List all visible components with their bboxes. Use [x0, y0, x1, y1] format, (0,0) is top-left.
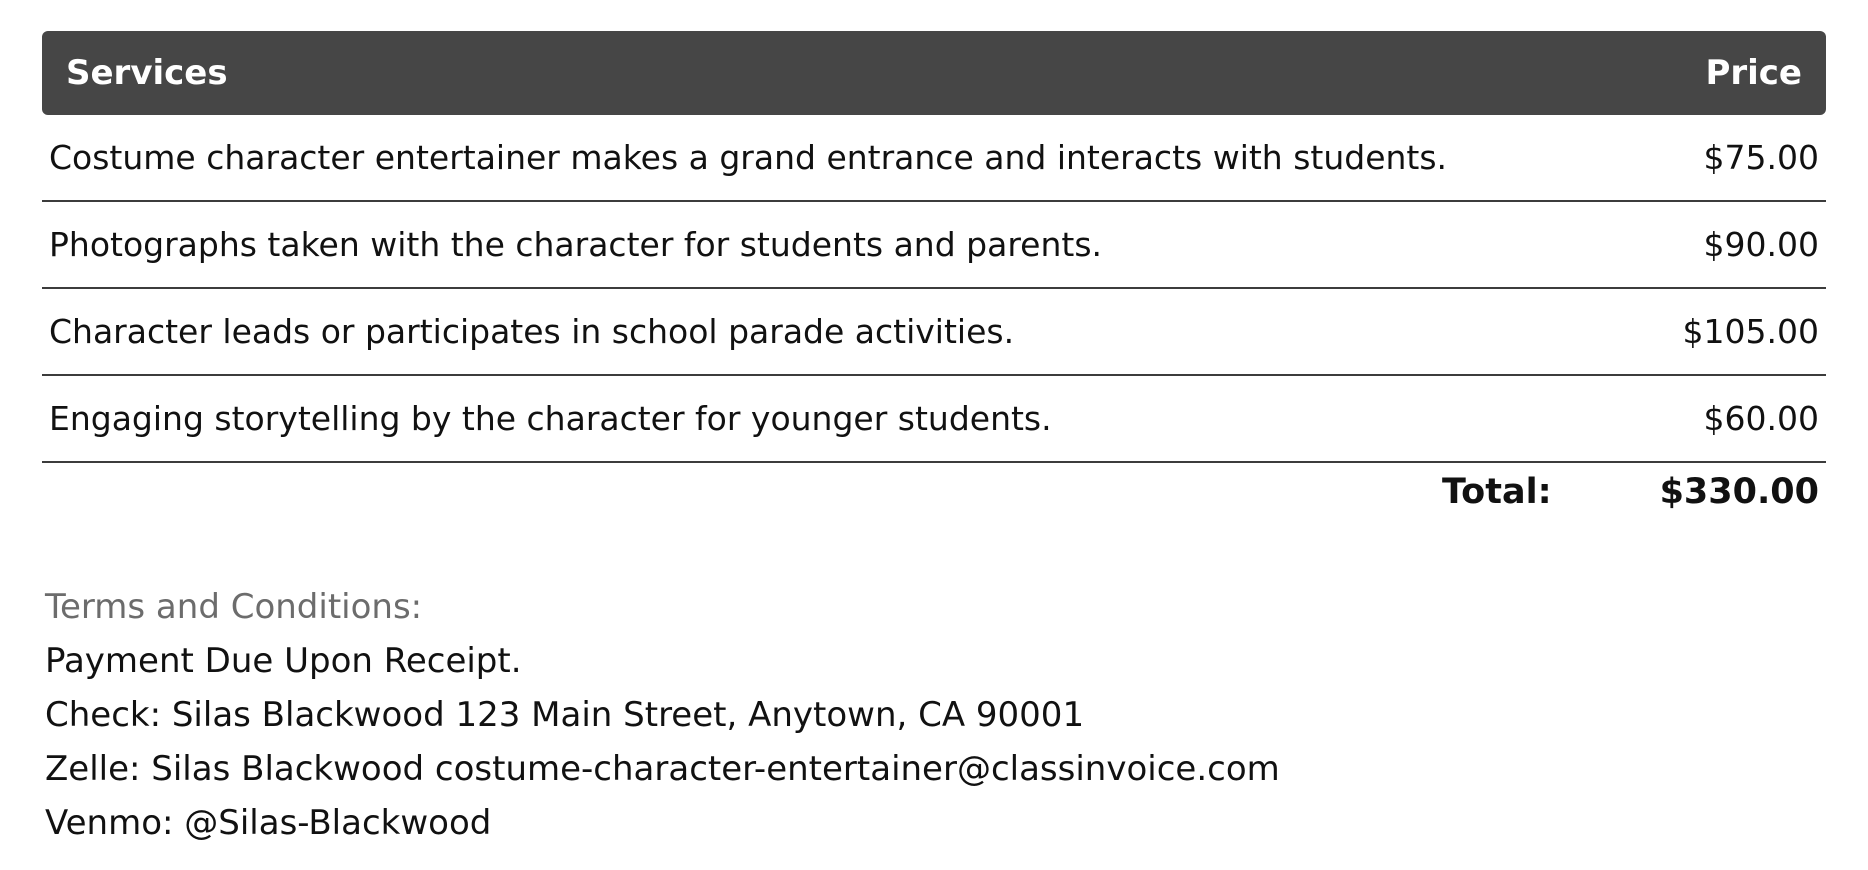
service-price: $90.00 — [1703, 225, 1819, 264]
services-column-header: Services — [66, 53, 228, 93]
terms-section — [45, 580, 1280, 850]
table-row — [42, 202, 1826, 289]
service-description: Character leads or participates in school parade activities. — [49, 312, 1015, 351]
price-column-header: Price — [1705, 53, 1802, 93]
service-description: Engaging storytelling by the character for younger students. — [49, 399, 1052, 438]
service-price: $75.00 — [1703, 138, 1819, 177]
terms-zelle-info: Zelle: Silas Blackwood costume-character-entertainer@classinvoice.com — [45, 749, 1280, 789]
table-row — [42, 115, 1826, 202]
total-amount: $330.00 — [1659, 472, 1819, 512]
total-row — [1442, 472, 1826, 512]
terms-heading: Terms and Conditions: — [45, 587, 423, 627]
table-header — [42, 31, 1826, 115]
terms-check-info: Check: Silas Blackwood 123 Main Street, Anytown, CA 90001 — [45, 695, 1085, 735]
services-table — [42, 31, 1826, 463]
table-row — [42, 376, 1826, 463]
service-description: Photographs taken with the character for students and parents. — [49, 225, 1103, 264]
terms-payment-due: Payment Due Upon Receipt. — [45, 641, 522, 681]
service-description: Costume character entertainer makes a grand entrance and interacts with students. — [49, 138, 1448, 177]
terms-venmo-info: Venmo: @Silas-Blackwood — [45, 803, 492, 843]
service-price: $60.00 — [1703, 399, 1819, 438]
table-row — [42, 289, 1826, 376]
service-price: $105.00 — [1682, 312, 1819, 351]
total-label: Total: — [1441, 472, 1552, 512]
